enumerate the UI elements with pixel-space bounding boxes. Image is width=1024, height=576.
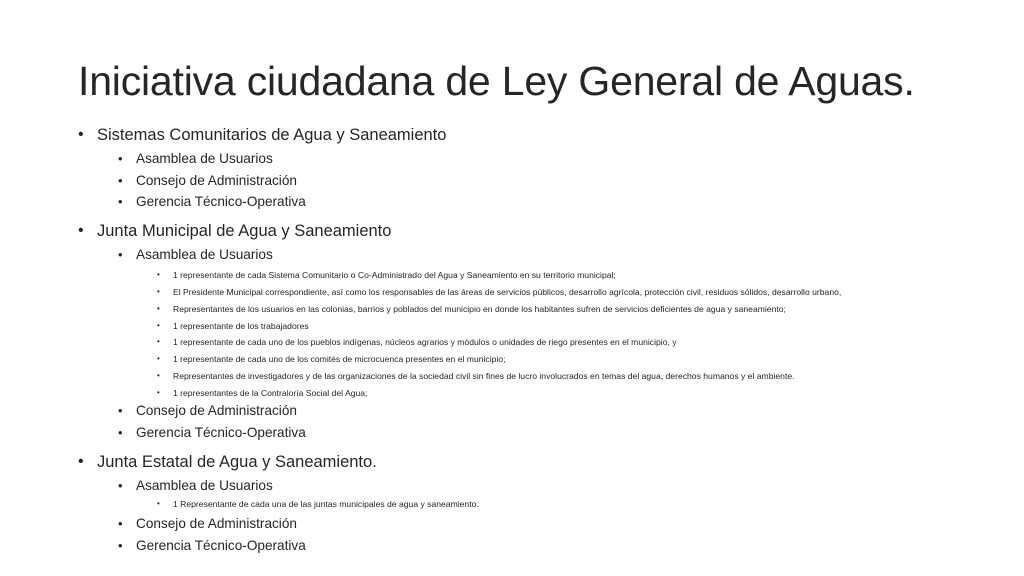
list-item: Asamblea de Usuarios [136, 151, 273, 166]
list-item: Gerencia Técnico-Operativa [136, 194, 306, 209]
sub-list-item: 1 representante de los trabajadores [173, 321, 309, 331]
bullet-icon: • [157, 371, 160, 380]
bullet-icon: • [118, 151, 123, 166]
bullet-icon: • [157, 354, 160, 363]
bullet-icon: • [118, 173, 123, 188]
bullet-icon: • [118, 516, 123, 531]
list-item: Consejo de Administración [136, 516, 297, 531]
list-item: Asamblea de Usuarios [136, 478, 273, 493]
sub-list-item: 1 representante de cada uno de los pueblos indígenas, núcleos agrarios y módulos o unidades de riego presentes en el municipio, y [173, 337, 677, 347]
sub-list-item: Representantes de investigadores y de las organizaciones de la sociedad civil sin fines de lucro involucrados en temas del agua, derechos humanos y el ambiente. [173, 371, 795, 381]
sub-list-item: 1 representantes de la Contraloría Social del Agua; [173, 388, 368, 398]
bullet-icon: • [118, 403, 123, 418]
list-item: Consejo de Administración [136, 173, 297, 188]
list-item: Gerencia Técnico-Operativa [136, 425, 306, 440]
bullet-icon: • [157, 337, 160, 346]
sub-list-item: Representantes de los usuarios en las colonias, barrios y poblados del municipio en donde los habitantes sufren de servicios deficientes de agua y saneamiento; [173, 304, 786, 314]
list-item: Gerencia Técnico-Operativa [136, 538, 306, 553]
section-heading: Junta Estatal de Agua y Saneamiento. [97, 453, 377, 471]
bullet-icon: • [78, 453, 84, 470]
section-heading: Junta Municipal de Agua y Saneamiento [97, 222, 392, 240]
bullet-icon: • [118, 247, 123, 262]
bullet-icon: • [157, 287, 160, 296]
list-item: Consejo de Administración [136, 403, 297, 418]
sub-list-item: 1 Representante de cada una de las juntas municipales de agua y saneamiento. [173, 499, 479, 509]
bullet-icon: • [118, 538, 123, 553]
list-item: Asamblea de Usuarios [136, 247, 273, 262]
bullet-icon: • [118, 425, 123, 440]
bullet-icon: • [157, 321, 160, 330]
bullet-icon: • [118, 478, 123, 493]
sub-list-item: 1 representante de cada uno de los comités de microcuenca presentes en el municipio; [173, 354, 506, 364]
slide-title: Iniciativa ciudadana de Ley General de Aguas. [78, 58, 915, 104]
section-heading: Sistemas Comunitarios de Agua y Saneamiento [97, 126, 447, 144]
bullet-icon: • [118, 194, 123, 209]
bullet-icon: • [157, 499, 160, 508]
bullet-icon: • [157, 304, 160, 313]
bullet-icon: • [157, 270, 160, 279]
sub-list-item: El Presidente Municipal correspondiente, así como los responsables de las áreas de servicios públicos, desarrollo agrícola, protección civil, residuos sólidos, desarrollo urbano, [173, 287, 842, 297]
bullet-icon: • [78, 222, 84, 239]
sub-list-item: 1 representante de cada Sistema Comunitario o Co-Administrado del Agua y Saneamiento en su territorio municipal; [173, 270, 616, 280]
bullet-icon: • [157, 388, 160, 397]
bullet-icon: • [78, 126, 84, 143]
